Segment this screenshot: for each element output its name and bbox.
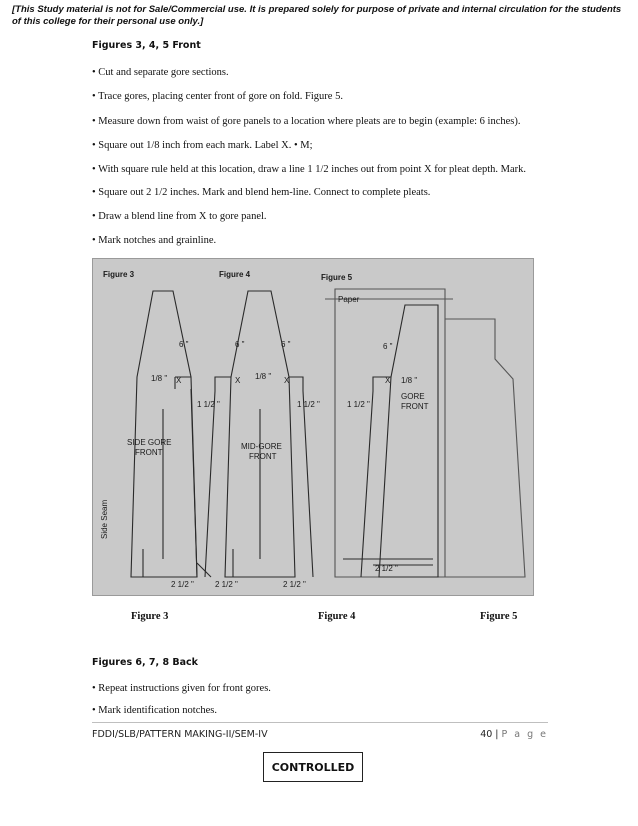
page-number: 40	[480, 729, 493, 740]
footer-page-number	[480, 729, 548, 740]
fig4-one-half: 1 1/2 "	[297, 400, 320, 409]
fig3-x: X	[176, 376, 182, 385]
fig4-eighth: 1/8 "	[255, 372, 272, 381]
pattern-drafts-svg	[93, 259, 533, 595]
front-bullet: • Square out 2 1/2 inches. Mark and blend hem-line. Connect to complete pleats.	[92, 187, 431, 198]
paper-outline	[335, 289, 445, 577]
side-gore-outline	[131, 291, 197, 577]
controlled-stamp: CONTROLLED	[263, 752, 363, 782]
paper-label: Paper	[338, 295, 360, 304]
fig3-one-half: 1 1/2 "	[197, 400, 220, 409]
figure-5-caption: Figure 5	[480, 611, 518, 622]
mid-gore-front-text: FRONT	[249, 452, 277, 461]
front-section-heading: Figures 3, 4, 5 Front	[92, 40, 201, 51]
front-bullet: • With square rule held at this location, draw a line 1 1/2 inches out from point X for pleat depth. Mark.	[92, 164, 527, 175]
figure-3-caption: Figure 3	[131, 611, 169, 622]
fig4-six-inch-left: 6 "	[235, 340, 245, 349]
gore-front-text: FRONT	[401, 402, 429, 411]
fig3-label: Figure 3	[103, 270, 135, 279]
fig4-six-inch-right: 6 "	[281, 340, 291, 349]
front-bullet: • Trace gores, placing center front of gore on fold. Figure 5.	[92, 91, 343, 102]
yoke-outline	[445, 319, 525, 577]
back-section-heading: Figures 6, 7, 8 Back	[92, 657, 198, 668]
footer-course-code: FDDI/SLB/PATTERN MAKING-II/SEM-IV	[92, 729, 268, 740]
fig5-six-inch: 6 "	[383, 342, 393, 351]
fig5-x: X	[385, 376, 391, 385]
fig4-x-right: X	[284, 376, 290, 385]
disclaimer-text: [This Study material is not for Sale/Commercial use. It is prepared solely for purpose of private and internal circulation for the students of this college for their personal use only.]	[12, 4, 622, 27]
front-bullet: • Cut and separate gore sections.	[92, 67, 229, 78]
pattern-figure-image	[92, 258, 534, 596]
side-gore-front-text: FRONT	[135, 448, 163, 457]
front-bullet: • Square out 1/8 inch from each mark. Label X. • M;	[92, 140, 313, 151]
fig4-x-left: X	[235, 376, 241, 385]
fig3-eighth: 1/8 "	[151, 374, 168, 383]
fig5-eighth: 1/8 "	[401, 376, 418, 385]
fig5-two-half: 2 1/2 "	[375, 564, 398, 573]
back-bullet: • Mark identification notches.	[92, 705, 217, 716]
fig4-two-half-left: 2 1/2 "	[215, 580, 238, 589]
figure-4-caption: Figure 4	[318, 611, 356, 622]
page-word: P a g e	[501, 729, 548, 740]
fig3-two-half: 2 1/2 "	[171, 580, 194, 589]
back-bullet: • Repeat instructions given for front gores.	[92, 683, 271, 694]
footer-divider	[92, 722, 548, 723]
fig4-two-half-right: 2 1/2 "	[283, 580, 306, 589]
fig4-label: Figure 4	[219, 270, 251, 279]
mid-gore-text: MID-GORE	[241, 442, 282, 451]
front-bullet: • Measure down from waist of gore panels to a location where pleats are to begin (example: 6 inches).	[92, 116, 521, 127]
front-bullet: • Draw a blend line from X to gore panel.	[92, 211, 267, 222]
page-separator: |	[495, 729, 499, 740]
side-gore-text: SIDE GORE	[127, 438, 172, 447]
fig5-one-half: 1 1/2 "	[347, 400, 370, 409]
fig5-label: Figure 5	[321, 273, 353, 282]
gore-text: GORE	[401, 392, 425, 401]
fig3-six-inch: 6 "	[179, 340, 189, 349]
front-bullet: • Mark notches and grainline.	[92, 235, 217, 246]
side-gore-pleat	[175, 377, 197, 577]
side-seam-text: Side Seam	[100, 499, 109, 539]
